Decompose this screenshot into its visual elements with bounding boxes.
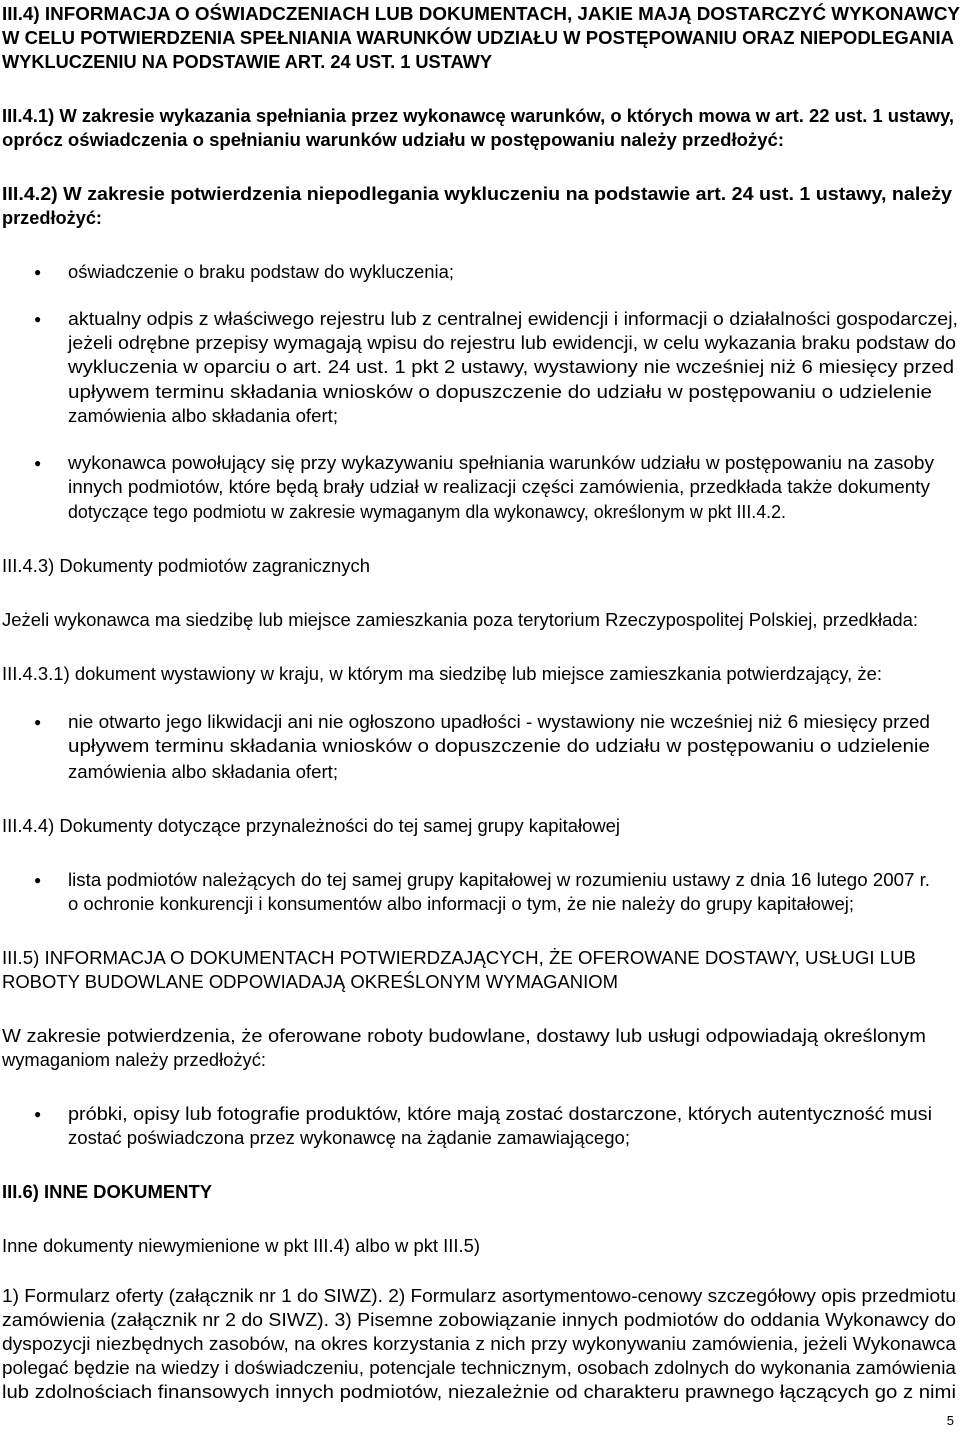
paragraph: W zakresie potwierdzenia, że oferowane roboty budowlane, dostawy lub usługi odpowiadają określonym (2, 1026, 926, 1046)
section-title: III.4.4) Dokumenty dotyczące przynależności do tej samej grupy kapitałowej (2, 816, 620, 836)
section-title: ROBOTY BUDOWLANE ODPOWIADAJĄ OKREŚLONYM WYMAGANIOM (2, 972, 618, 992)
list-item: wykluczenia w oparciu o art. 24 ust. 1 pkt 2 ustawy, wystawiony nie wcześniej niż 6 miesięcy przed (68, 357, 954, 377)
list-item: jeżeli odrębne przepisy wymagają wpisu do rejestru lub ewidencji, w celu wykazania braku podstaw do (68, 333, 957, 353)
paragraph: lub zdolnościach finansowych innych podmiotów, niezależnie od charakteru prawnego łączących go z nimi (2, 1382, 956, 1402)
list-item: innych podmiotów, które będą brały udział w realizacji części zamówienia, przedkłada także dokumenty (68, 477, 930, 497)
section-title: III.4.3) Dokumenty podmiotów zagranicznych (2, 556, 371, 576)
bullet-icon: ● (34, 1107, 42, 1121)
section-title: przedłożyć: (2, 208, 103, 228)
section-title: III.5) INFORMACJA O DOKUMENTACH POTWIERDZAJĄCYCH, ŻE OFEROWANE DOSTAWY, USŁUGI LUB (2, 948, 916, 968)
section-title: III.4.1) W zakresie wykazania spełniania przez wykonawcę warunków, o których mowa w art. 22 ust. 1 ustawy, (2, 106, 954, 126)
page-number: 5 (946, 1413, 954, 1428)
list-item: zostać poświadczona przez wykonawcę na żądanie zamawiającego; (68, 1128, 630, 1148)
list-item: zamówienia albo składania ofert; (68, 762, 338, 782)
heading-line: III.4) INFORMACJA O OŚWIADCZENIACH LUB DOKUMENTACH, JAKIE MAJĄ DOSTARCZYĆ WYKONAWCY (2, 4, 960, 24)
list-item: nie otwarto jego likwidacji ani nie ogłoszono upadłości - wystawiony nie wcześniej niż 6 miesięcy przed (68, 712, 930, 732)
heading-line: W CELU POTWIERDZENIA SPEŁNIANIA WARUNKÓW UDZIAŁU W POSTĘPOWANIU ORAZ NIEPODLEGANIA (2, 28, 954, 48)
bullet-icon: ● (34, 265, 42, 279)
list-item: upływem terminu składania wniosków o dopuszczenie do udziału w postępowaniu o udzielenie (68, 382, 932, 402)
bullet-icon: ● (34, 715, 42, 729)
list-item: o ochronie konkurencji i konsumentów albo informacji o tym, że nie należy do grupy kapitałowej; (68, 894, 854, 914)
bullet-icon: ● (34, 456, 42, 470)
bullet-icon: ● (34, 312, 42, 326)
list-item: wykonawca powołujący się przy wykazywaniu spełniania warunków udziału w postępowaniu na zasoby (68, 453, 934, 473)
paragraph: Jeżeli wykonawca ma siedzibę lub miejsce zamieszkania poza terytorium Rzeczypospolitej Polskiej, przedkłada: (2, 610, 919, 630)
paragraph: Inne dokumenty niewymienione w pkt III.4) albo w pkt III.5) (2, 1236, 480, 1256)
list-item: upływem terminu składania wniosków o dopuszczenie do udziału w postępowaniu o udzielenie (68, 736, 930, 756)
bullet-icon: ● (34, 873, 42, 887)
section-title: III.6) INNE DOKUMENTY (2, 1182, 212, 1202)
list-item: lista podmiotów należących do tej samej grupy kapitałowej w rozumieniu ustawy z dnia 16 lutego 2007 r. (68, 870, 930, 890)
list-item: zamówienia albo składania ofert; (68, 406, 338, 426)
section-title: III.4.3.1) dokument wystawiony w kraju, w którym ma siedzibę lub miejsce zamieszkania potwierdzający, że: (2, 664, 883, 684)
paragraph: 1) Formularz oferty (załącznik nr 1 do SIWZ). 2) Formularz asortymentowo-cenowy szczegółowy opis przedmiotu (2, 1286, 956, 1306)
list-item: aktualny odpis z właściwego rejestru lub z centralnej ewidencji i informacji o działalności gospodarczej, (68, 309, 958, 329)
heading-line: WYKLUCZENIU NA PODSTAWIE ART. 24 UST. 1 USTAWY (2, 52, 493, 72)
paragraph: polegać będzie na wiedzy i doświadczeniu, potencjale technicznym, osobach zdolnych do wykonania zamówienia (2, 1358, 957, 1378)
list-item: dotyczące tego podmiotu w zakresie wymaganym dla wykonawcy, określonym w pkt III.4.2. (68, 502, 786, 522)
section-title: oprócz oświadczenia o spełnianiu warunków udziału w postępowaniu należy przedłożyć: (2, 130, 784, 150)
list-item: próbki, opisy lub fotografie produktów, które mają zostać dostarczone, których autentyczność musi (68, 1104, 932, 1124)
paragraph: zamówienia (załącznik nr 2 do SIWZ). 3) Pisemne zobowiązanie innych podmiotów do oddania Wykonawcy do (2, 1310, 956, 1330)
paragraph: wymaganiom należy przedłożyć: (2, 1050, 266, 1070)
section-title: III.4.2) W zakresie potwierdzenia niepodlegania wykluczeniu na podstawie art. 24 ust. 1 ustawy, należy (2, 184, 952, 204)
paragraph: dyspozycji niezbędnych zasobów, na okres korzystania z nich przy wykonywaniu zamówienia, jeżeli Wykonawca (2, 1334, 956, 1354)
list-item: oświadczenie o braku podstaw do wykluczenia; (68, 262, 454, 282)
